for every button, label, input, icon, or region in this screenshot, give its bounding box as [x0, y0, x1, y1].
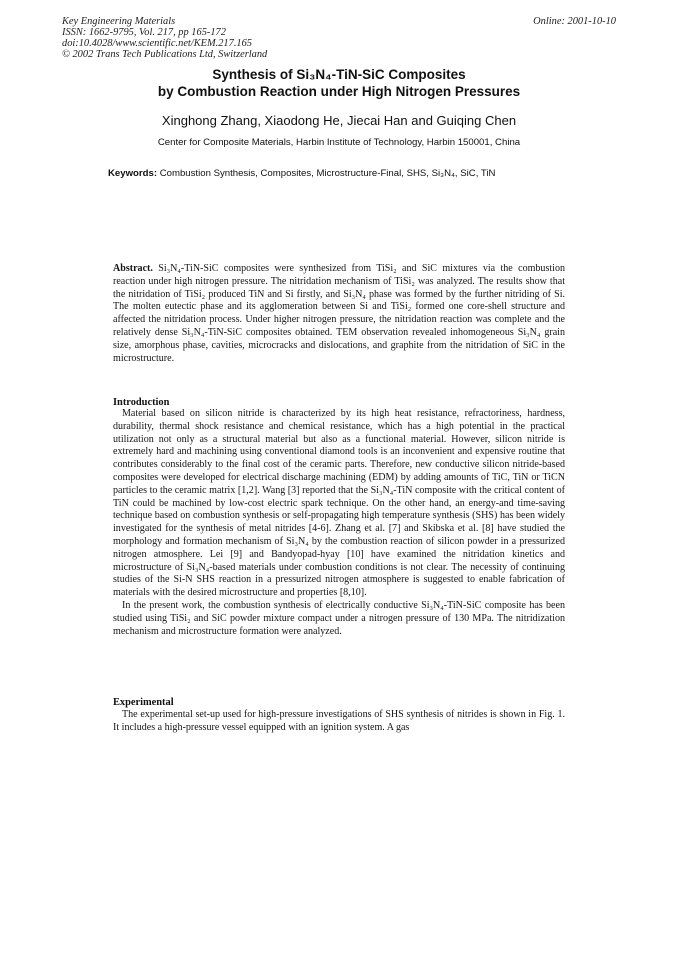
- experimental-paragraph-1: The experimental set-up used for high-pressure investigations of SHS synthesis of nitrides is shown in Fig. 1. It includes a high-pressure vessel equipped with an ignition system. A gas: [113, 709, 565, 733]
- affiliation: Center for Composite Materials, Harbin Institute of Technology, Harbin 150001, China: [157, 137, 521, 148]
- author-list: Xinghong Zhang, Xiaodong He, Jiecai Han and Guiqing Chen: [161, 113, 517, 128]
- abstract-label: Abstract.: [113, 263, 153, 274]
- keywords-label: Keywords:: [108, 168, 158, 179]
- introduction-paragraph-2: In the present work, the combustion synthesis of electrically conductive Si₃N₄-TiN-SiC composite has been studied using TiSi₂ and SiC powder mixture compact under a nitrogen pressure of 130 MPa. The nitridization mechanism and microstructure formation were analyzed.: [113, 599, 565, 637]
- paper-title-line-1: Synthesis of Si₃N₄-TiN-SiC Composites: [212, 67, 466, 82]
- keywords-line: [108, 168, 578, 179]
- abstract-text: Si₃N₄-TiN-SiC composites were synthesized from TiSi₂ and SiC mixtures via the combustion reaction under high nitrogen pressure. The nitridation mechanism of TiSi₂ was analyzed. The results show that the nitridation of TiSi₂ produced TiN and Si firstly, and Si₃N₄ phase was formed by the further nitriding of Si. The molten eutectic phase and its agglomeration between Si and TiSi₂ formed one core-shell structure and affected the nitridation process. Under higher nitrogen pressure, the nitridation reaction was complete and the relatively dense Si₃N₄-TiN-SiC composites obtained. TEM observation revealed inhomogeneous Si₃N₄ grain size, amorphous phase, cavities, microcracks and dislocations, and graphite from the nitridation of SiC in the microstructure.: [113, 263, 565, 364]
- abstract-section: [113, 263, 565, 365]
- experimental-heading: Experimental: [113, 697, 174, 708]
- journal-metadata: [62, 16, 267, 60]
- experimental-section: [113, 709, 565, 735]
- introduction-paragraph-1: Material based on silicon nitride is characterized by its high heat resistance, refractoriness, hardness, durability, thermal shock resistance and chemical resistance, which has a high potential in the practical utilization not only as a structural material but also as a functional material. However, silicon nitride is extremely hard and machining using conventional diamond tools is an inconvenient and expensive routine that contributes considerably to the final cost of the ceramic parts. Therefore, new conductive silicon nitride-based composites were developed for electrical discharge machining (EDM) by adding amounts of TiC, TiN or TiCN particles to the ceramic matrix [1,2]. Wang [3] reported that the Si₃N₄-TiN composite with the critical content of TiN could be machined by low-cost electric spark technique. On the other hand, an energy-and time-saving technique based on combustion synthesis or self-propagating high temperature synthesis (SHS) has been widely investigated for the synthesis of metal nitrides [4-6]. Zhang et al. [7] and Skibska et al. [8] have studied the morphology and formation mechanism of Si₃N₄ by the combustion reaction of silicon powder in a pressurized nitrogen atmosphere. Lei [9] and Bandyopad-hyay [10] have examined the nitridation kinetics and microstructure of Si₃N₄-based materials under combustion conditions is not clear. The necessity of continuing studies of the Si-N SHS reaction in a pressurized nitrogen atmosphere is suggested to enable fabrication of materials with the desired microstructure and properties [8,10].: [113, 408, 565, 599]
- paper-title-line-2: by Combustion Reaction under High Nitrogen Pressures: [157, 84, 521, 99]
- doi-line: doi:10.4028/www.scientific.net/KEM.217.165: [62, 38, 252, 49]
- copyright-line: © 2002 Trans Tech Publications Ltd, Switzerland: [62, 49, 268, 60]
- introduction-section: [113, 408, 565, 638]
- online-date: Online: 2001-10-10: [533, 16, 616, 27]
- issn-line: ISSN: 1662-9795, Vol. 217, pp 165-172: [62, 27, 226, 38]
- journal-name: Key Engineering Materials: [62, 16, 176, 27]
- keywords-text: Combustion Synthesis, Composites, Microstructure-Final, SHS, Si₃N₄, SiC, TiN: [157, 168, 496, 179]
- introduction-heading: Introduction: [113, 397, 170, 408]
